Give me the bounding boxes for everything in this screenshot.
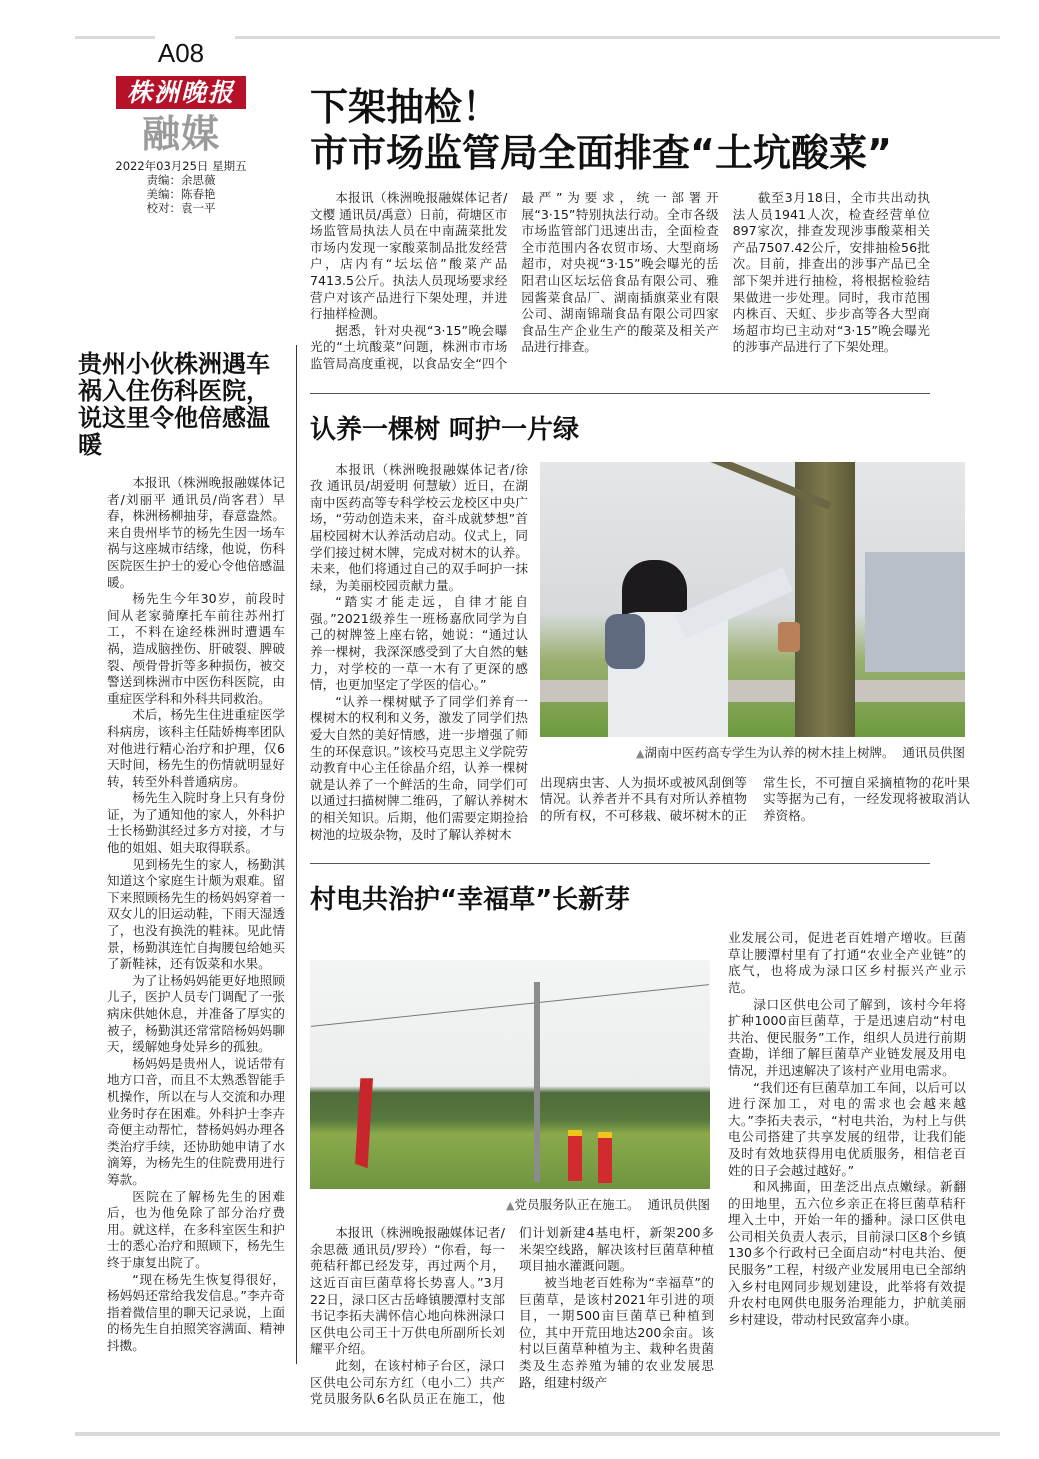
- left-headline-box: [75, 345, 297, 459]
- red-flag: [355, 1078, 373, 1168]
- paragraph: “现在杨先生恢复得很好，杨妈妈还常给我发信息。”李卉奇指着微信里的聊天记录说，上面的杨先生自拍照笑容满面、精神抖擞。: [107, 1271, 285, 1353]
- editor-credit: 责编：余思薇: [146, 173, 216, 187]
- tree-article-continuation: [540, 775, 970, 825]
- power-photo-caption: [310, 1195, 710, 1213]
- worker: [568, 1130, 582, 1181]
- worker: [598, 1132, 612, 1183]
- paragraph: 此刻，在该村柿子台区，渌口区供电公司东方红（电小二）共产党员服务队6名队员正在施工，他们计划新建4基电杆，新架200多米架空线路，解决该村巨菌草种植项目抽水灌溉问题。: [310, 1225, 714, 1407]
- paragraph: 杨先生入院时身上只有身份证，为了通知他的家人，外科护士长杨勤淇经过多方对接，才与他的姐姐、姐夫取得联系。: [107, 790, 285, 856]
- tree-article-body: [310, 462, 528, 844]
- paragraph: 术后，杨先生住进重症医学科病房，该科主任陆娇梅率团队对他进行精心治疗和护理，仅6天时间，杨先生的伤情就明显好转，转至外科普通病房。: [107, 707, 285, 789]
- paragraph: 杨妈妈是贵州人，说话带有地方口音，而且不太熟悉智能手机操作，所以在与人交流和办理业务时存在困难。外科护士李卉奇便主动帮忙，替杨妈妈办理各类治疗手续，还协助她申请了水滴筹，为杨先生的住院费用进行筹款。: [107, 1055, 285, 1187]
- page-header: [75, 36, 297, 215]
- paragraph: 本报讯（株洲晚报融媒体记者/文樱 通讯员/禹意）日前，荷塘区市场监管局执法人员在中南蔬菜批发市场内发现一家酸菜制品批发经营户，店内有“坛坛倍”酸菜产品7413.5公斤。执法人员现场要求经营户对该产品进行下架处理，并进行抽样检测。: [310, 190, 508, 322]
- wire: [311, 984, 709, 1027]
- page-number: A08: [157, 38, 205, 68]
- paragraph: 和风拂面，田垄泛出点点嫩绿。新翻的田地里，五六位乡亲正在将巨菌草秸秆埋入土中，开始一年的播种。渌口区供电公司相关负责人表示，目前渌口区8个乡镇130多个行政村已全面启动“村电共治、便民服务”工程，村级产业发展用电已全部纳入乡村电网同步规划建设，此举将有效提升农村电网供电服务治理能力，护航美丽乡村建设，带动村民致富奔小康。: [728, 1179, 966, 1327]
- caption-text: 湖南中医药高专学生为认养的树木挂上树牌。: [644, 744, 895, 760]
- power-left: [310, 930, 714, 1408]
- power-article-body: [310, 1225, 714, 1408]
- issue-date: 2022年03月25日 星期五: [115, 159, 247, 173]
- paragraph: 杨先生今年30岁，前段时间从老家骑摩托车前往苏州打工，不料在途经株洲时遭遇车祸，造成脑挫伤、肝破裂、脾破裂、颅骨骨折等多种损伤，被交警送到株洲市中医伤科医院，由重症医学科和外科共同救治。: [107, 591, 285, 706]
- paragraph: 医院在了解杨先生的困难后，也为他免除了部分治疗费用。就这样，在多科室医生和护士的悉心治疗和照顾下，杨先生终于康复出院了。: [107, 1188, 285, 1270]
- paragraph: 本报讯（株洲晚报融媒体记者/刘丽平 通讯员/尚客君）早春，株洲杨柳抽芽，春意盎然。来自贵州毕节的杨先生因一场车祸与这座城市结缘，他说，伤科医院医生护士的爱心令他倍感温暖。: [107, 475, 285, 590]
- tree-photo-caption: [540, 743, 965, 761]
- top-rule-left: [75, 36, 155, 39]
- left-sidebar: [75, 36, 297, 1408]
- masthead-logo: 株洲晚报: [116, 76, 246, 109]
- bottom-rule: [75, 1432, 1000, 1436]
- proofreader-credit: 校对：袁一平: [146, 201, 216, 215]
- paragraph: 截至3月18日，全市共出动执法人员1941人次，检查经营单位897家次，排查发现涉事酸菜相关产品7507.42公斤，安排抽检56批次。目前，排查出的涉事产品已全部下架并进行抽检，将根据检验结果做进一步处理。同时，我市范围内株百、天虹、步步高等各大型商场超市均已主动对“3·15”晚会曝光的涉事产品进行了下架处理。: [732, 190, 930, 355]
- paragraph: “踏实才能走远，自律才能自强。”2021级养生一班杨嘉欣同学为自己的树牌签上座右铭，她说：“通过认养一棵树，我深深感受到了大自然的魅力，对学校的一草一木有了更深的感情，也更加坚定了学医的信心。”: [310, 594, 528, 693]
- caption-text: 党员服务队正在施工。: [514, 1197, 640, 1213]
- divider: [310, 863, 930, 864]
- tree-photo: [540, 462, 965, 737]
- power-photo: [310, 960, 710, 1189]
- paragraph: 渌口区供电公司了解到，该村今年将扩种1000亩巨菌草，于是迅速启动“村电共治、便民服务”工作，组织人员进行前期查勘，详细了解巨菌草产业链发展及用电情况，并迅速解决了该村产业用电需求。: [728, 996, 966, 1078]
- caption-credit: 通讯员供图: [647, 1197, 710, 1213]
- left-article-body: [75, 459, 297, 1364]
- paragraph: “认养一棵树赋予了同学们养育一棵树木的权利和义务，激发了同学们热爱大自然的美好情感，进一步增强了师生的环保意识。”该校马克思主义学院劳动教育中心主任徐晶介绍，认养一棵树就是认养了一个鲜活的生命，同学们可以通过扫描树牌二维码，了解认养树木的相关知识。后期，他们需要定期捡拾树池的垃圾杂物，及时了解认养树木: [310, 693, 528, 842]
- power-section: [310, 930, 980, 1408]
- caption-triangle-icon: ▲: [636, 746, 645, 760]
- left-headline: 贵州小伙株洲遇车祸入住伤科医院，说这里令他倍感温暖: [78, 350, 270, 459]
- student-hood: [605, 614, 645, 669]
- paragraph: 本报讯（株洲晚报融媒体记者/徐孜 通讯员/胡爱明 何慧敏）近日，在湖南中医药高等专科学校云龙校区中央广场，“劳动创造未来，奋斗成就梦想”首届校园树木认养活动启动。仪式上，同学们接过树木牌，完成对树木的认养。未来，他们将通过自己的双手呵护一抹绿，为美丽校园贡献力量。: [310, 461, 528, 593]
- main-headline-line1: 下架抽检！: [310, 85, 501, 129]
- paragraph: 被当地老百姓称为“幸福草”的巨菌草，是该村2021年引进的项目，一期500亩巨菌草已种植到位，其中开荒田地达200余亩。该村以巨菌草种植为主、栽种名贵菌类及生态养殖为辅的农业发展思路，组建村级产: [519, 1274, 714, 1390]
- designer-credit: 美编：陈春艳: [146, 187, 216, 201]
- paragraph: 本报讯（株洲晚报融媒体记者/余思薇 通讯员/罗玲）“你看，每一蔸秸秆都已经发芽，再过两个月，这近百亩巨菌草将长势喜人。”3月22日，渌口区古岳峰镇腰潭村支部书记李拓夫满怀信心地向株洲渌口区供电公司王十万供电所副所长刘耀平介绍。: [310, 1225, 505, 1357]
- utility-pole: [534, 982, 540, 1182]
- main-column: [310, 36, 980, 1408]
- power-article-continuation: [728, 930, 966, 1408]
- caption-credit: 通讯员供图: [902, 744, 965, 760]
- divider: [310, 393, 930, 394]
- paragraph: 出现病虫害、人为损坏或被风刮倒等情况。认养者并不具有对所认养植物的所有权，不可移栽、破坏树木的正常生长，不可擅自采摘植物的花叶果实等据为己有，一经发现将被取消认养资格。: [540, 774, 970, 823]
- paragraph: “我们还有巨菌草加工车间，以后可以进行深加工，对电的需求也会越来越大。”李拓夫表示，“村电共治，为村上与供电公司搭建了共享发展的纽带，让我们能及时有效地获得用电优质服务，相信老百姓的日子会越过越好。”: [728, 1079, 966, 1178]
- tree-section: [310, 462, 980, 844]
- main-headline-line2: 市市场监管局全面排查“土坑酸菜”: [310, 131, 892, 175]
- main-article-body: [310, 190, 930, 373]
- tree-right: [540, 462, 970, 844]
- paragraph: 业发展公司，促进老百姓增产增收。巨菌草让腰潭村里有了打通“农业全产业链”的底气，也将成为渌口区乡村振兴产业示范。: [728, 930, 966, 995]
- paragraph: 据悉，针对央视“3·15”晚会曝光的“土坑酸菜”问题，株洲市市场监管局高度重视，以食品安全“四个最严”为要求，统一部署开展“3·15”特别执法行动。全市各级市场监管部门迅速出击，全面检查全市范围内各农贸市场、大型商场超市，对央视“3·15”晚会曝光的岳阳君山区坛坛倍食品有限公司、雅园酱菜食品厂、湖南插旗菜业有限公司、湖南锦瑞食品有限公司四家食品生产企业生产的酸菜及相关产品进行排查。: [310, 190, 719, 371]
- top-rule-right: [235, 36, 1000, 39]
- building: [865, 552, 965, 672]
- tree-headline: 认养一棵树 呵护一片绿: [310, 414, 580, 445]
- paragraph: 为了让杨妈妈能更好地照顾儿子，医护人员专门调配了一张病床供她休息，并准备了厚实的被子，杨勤淇还常常陪杨妈妈聊天，缓解她身处异乡的孤独。: [107, 972, 285, 1055]
- power-headline: 村电共治护“幸福草”长新芽: [310, 885, 631, 916]
- paragraph: 见到杨先生的家人，杨勤淇知道这个家庭生计颇为艰难。留下来照顾杨先生的杨妈妈穿着一双女儿的旧运动鞋，下雨天湿透了，也没有换洗的鞋袜。见此情景，杨勤淇连忙自掏腰包给她买了新鞋袜，还有饭菜和水果。: [107, 856, 285, 972]
- caption-triangle-icon: ▲: [506, 1199, 515, 1213]
- path: [540, 680, 965, 702]
- student-arm: [675, 567, 793, 639]
- section-title: 融媒: [141, 111, 220, 156]
- tree-tag: [778, 622, 800, 652]
